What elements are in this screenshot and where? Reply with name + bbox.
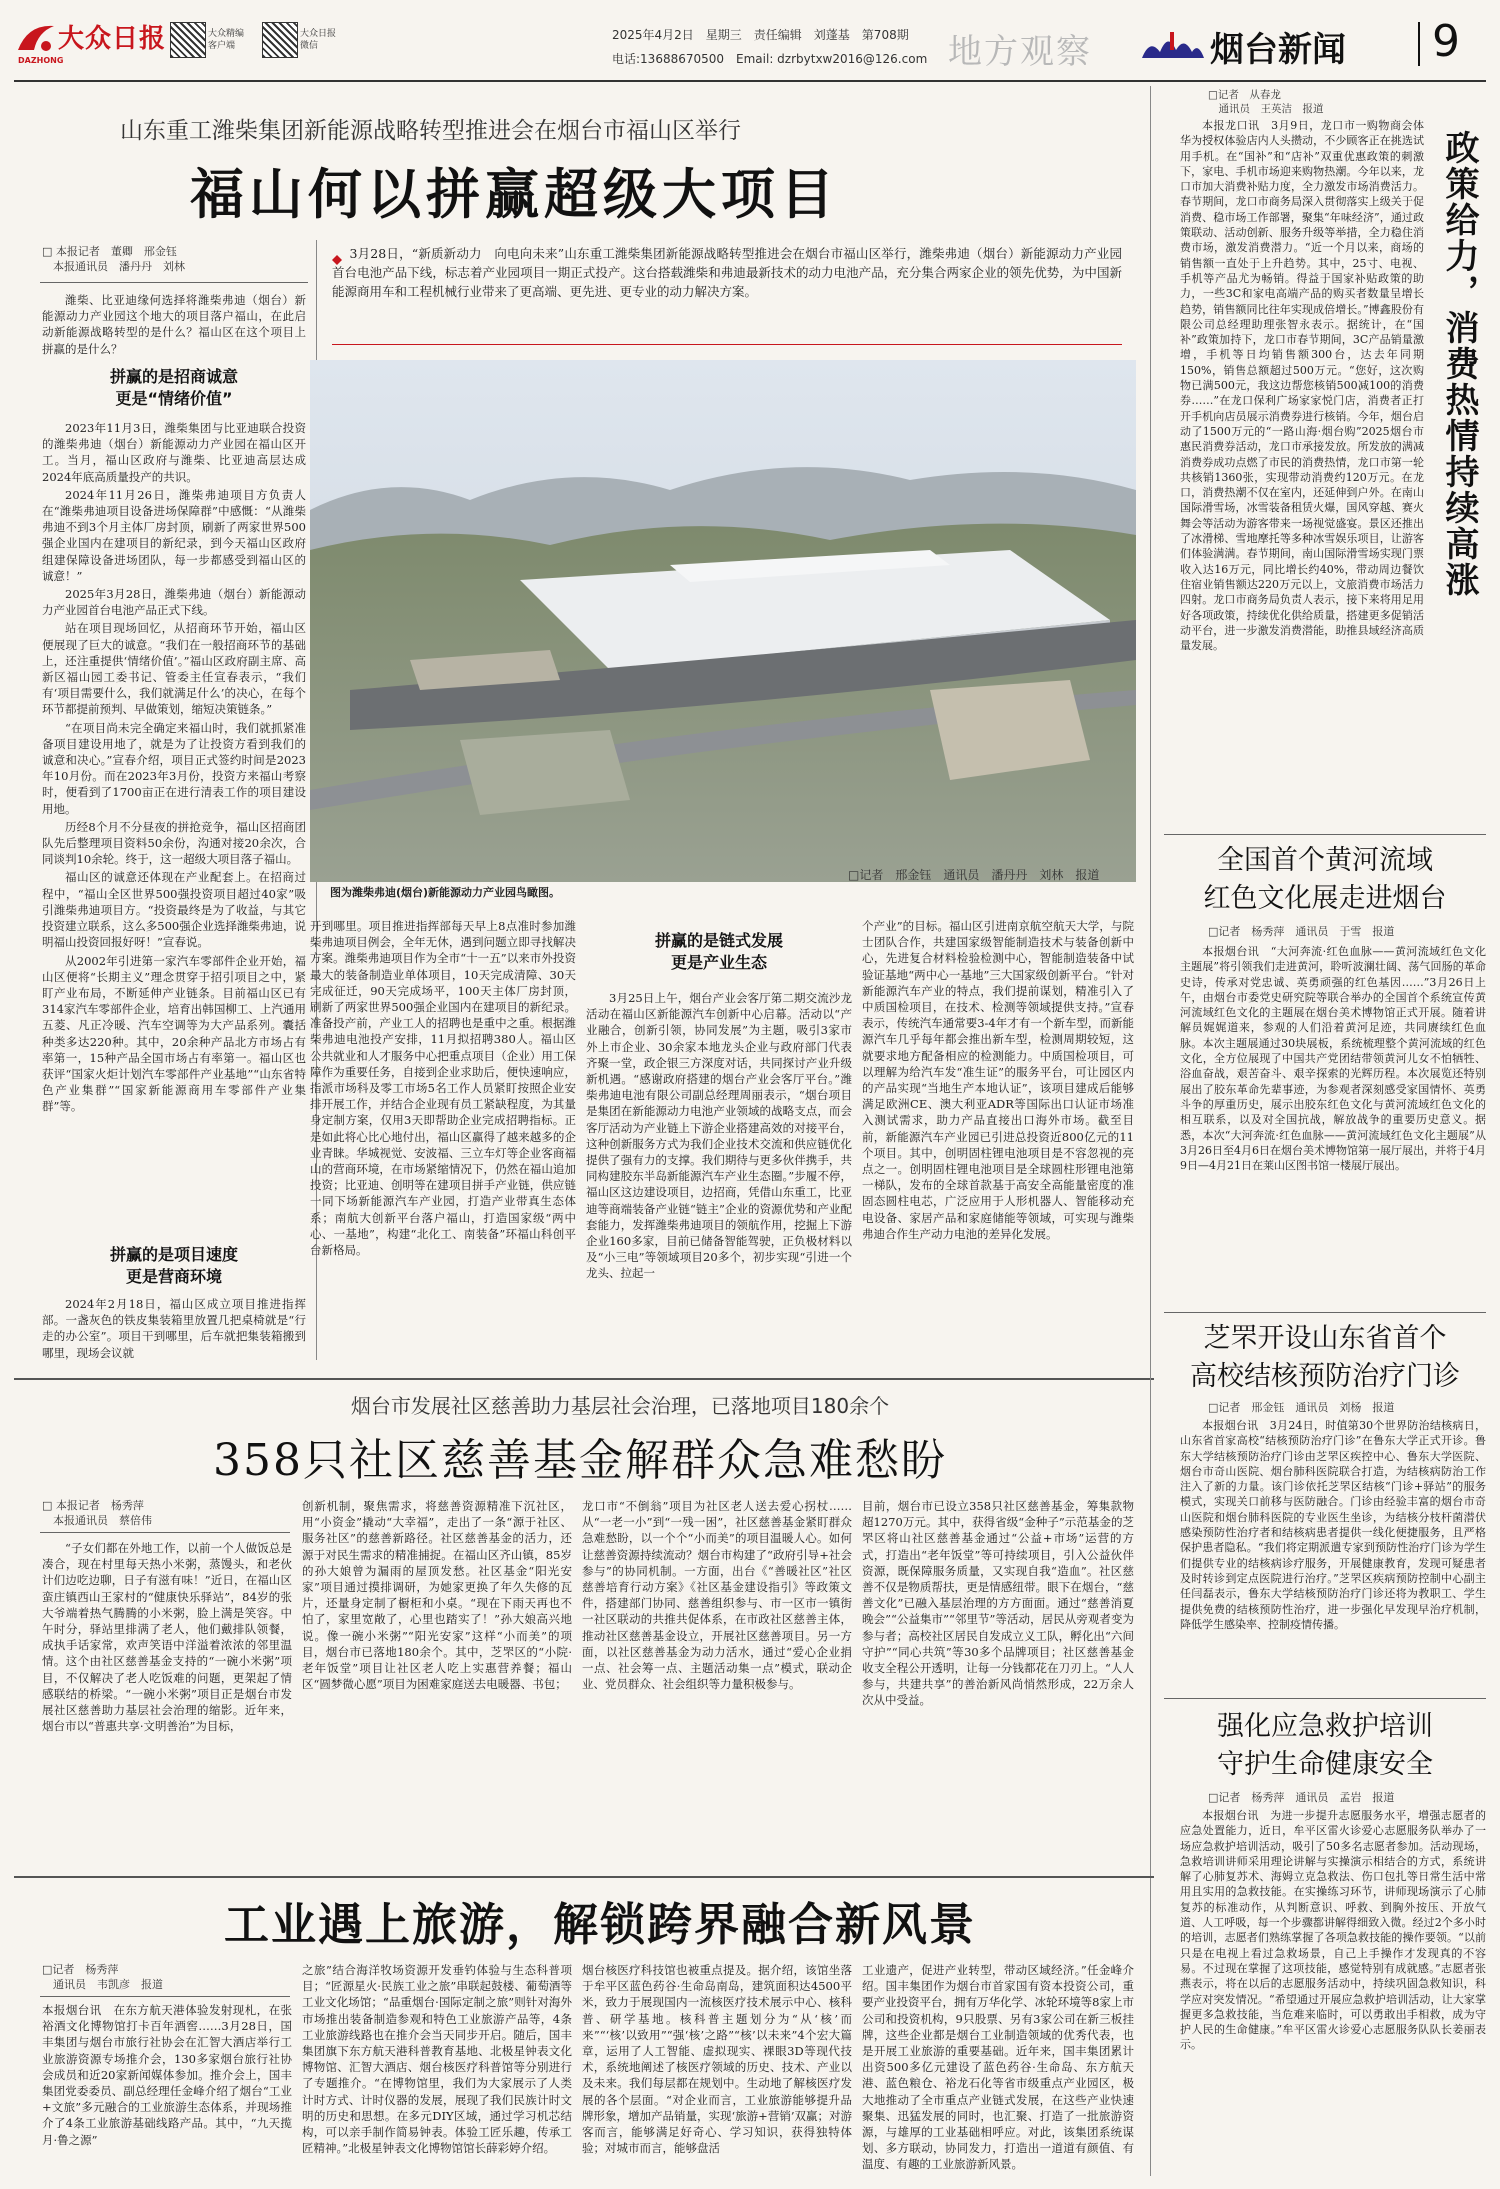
story3-col4: 工业遗产，促进产业转型，带动区域经济。”任金峰介绍。国丰集团作为烟台市首家国有资本投资公司，重要产业投资平台，拥有万华化学、冰轮环境等8家上市公司和投资机构，9只股票、另有3家公司在新三板挂牌，这些企业都是烟台工业制造领域的优秀代表，也是开展工业旅游的重要基础。近年来，国丰集团累计出资500多亿元建设了蓝色药谷·生命岛、东方航天港、蓝色粮仓、裕龙石化等省市级重点产业园区，极大地推动了全市重点产业链式发展，在这些产业快速聚集、迅猛发展的同时，也汇聚、打造了一批旅游资源，与雄厚的工业基础相呼应。对此，该集团系统谋划、多方联动，协同发力，打造出一道道有颜值、有温度、有趣的工业旅游新风景。 xyxy=(862,1963,1134,2172)
lead-col1-paragraph: 福山区的诚意还体现在产业配套上。在招商过程中，“福山全区世界500强投资项目超过40家”吸引潍柴弗迪项目方。“投资最终是为了收益，与其它投资建立联系，这么多500强企业选择潍柴弗迪，说明福山投资回报好呀！”宣春说。 xyxy=(42,870,306,950)
story3-headline: 工业遇上旅游，解锁跨界融合新风景 xyxy=(223,1898,976,1951)
lead-headline: 福山何以拼赢超级大项目 xyxy=(190,163,839,226)
newspaper-logo: 大众日报 xyxy=(58,24,167,54)
lead-byline: □ 本报记者 董卿 邢金钰 本报通讯员 潘丹丹 刘林 xyxy=(42,245,185,273)
side1-byline: □记者 从春龙 通讯员 王英洁 报道 xyxy=(1208,89,1324,115)
masthead-rule xyxy=(14,80,1486,82)
qr2-label: 大众日报 微信 xyxy=(300,29,337,51)
side2-byline: □记者 杨秀萍 通讯员 于雪 报道 xyxy=(1208,925,1395,938)
story2-col3: 龙口市“不倒翁”项目为社区老人送去爱心拐杖……从“一老一小”到“一残一困”，社区慈善基金紧盯群众急难愁盼，以一个个“小而美”的项目温暖人心。如何让慈善资源持续流动？烟台市构建了“政府引导+社会参与”的协同机制。一方面，出台《“善暖社区”社区慈善培育行动方案》《社区基金建设指引》等政策文件，搭建部门协同、慈善组织参与、市一区市一镇街一社区联动的共推共促体系，在市政社区慈善主体，推动社区慈善基金设立，开展社区慈善项目。另一方面，以社区慈善基金为动力活水，通过“爱心企业捐一点、社会筹一点、主题活动集一点”模式，联动企业、党员群众、社会组织等力量积极参与。 xyxy=(582,1499,852,1692)
lead-subhead-3: 拼赢的是链式发展 更是产业生态 xyxy=(654,931,783,972)
story2-byline: □ 本报记者 杨秀萍 本报通讯员 蔡倍伟 xyxy=(42,1499,152,1527)
lead-bottom-rule xyxy=(14,1378,1154,1380)
side2-headline: 全国首个黄河流域 红色文化展走进烟台 xyxy=(1203,845,1447,914)
story2-col1: “子女们都在外地工作，以前一个人做饭总是凑合，现在村里每天热小米粥，蒸馒头，和老伙计们边吃边聊，日子有滋有味！”近日，在福山区蛮庄镇西山王家村的“健康快乐驿站”，84岁的张大爷端着热气腾腾的小米粥，脸上满是笑容。中午时分，驿站里排满了老人，他们戴排队领餐，成执手话家常，欢声笑语中洋溢着浓浓的邻里温情。这个由社区慈善基金支持的“一碗小米粥”项目，不仅解决了老人吃饭难的问题，更架起了情感联结的桥梁。“一碗小米粥”项目正是烟台市发展社区慈善助力基层社会治理的缩影。近年来，烟台市以“普惠共享·文明善治”为目标， xyxy=(42,1541,292,1734)
lead-photo-caption: 图为潍柴弗迪(烟台)新能源动力产业园鸟瞰图。 xyxy=(330,886,561,899)
story2-bottom-rule xyxy=(14,1876,1154,1878)
side3-body: 本报烟台讯 3月24日，时值第30个世界防治结核病日，山东省首家高校“结核预防治疗门诊”在鲁东大学正式开诊。鲁东大学结核预防治疗门诊由芝罘区疾控中心、鲁东大学医院、烟台市奇山医院、烟台肺科医院联合打造，为结核病防治工作注入了新的力量。该门诊依托芝罘区结核“门诊+驿站”的服务模式，实现关口前移与医防融合。门诊由经验丰富的烟台市奇山医院和烟台肺科医院的专业医生坐诊，为结核分枝杆菌潜伏感染预防性治疗者和结核病患者提供一线化便捷服务，且严格保护患者隐私。“我们将定期派遣专家到预防性治疗门诊为学生们提供专业的结核病诊疗服务，开展健康教育，发现可疑患者及时转诊到定点医院进行治疗。”芝罘区疾病预防控制中心副主任闫磊表示，鲁东大学结核预防治疗门诊还将为教职工、学生提供免费的结核预防性治疗，进一步强化早发现早治疗机制，降低学生感染率、控制疫情传播。 xyxy=(1180,1419,1486,1631)
story2-headline: 358只社区慈善基金解群众急难愁盼 xyxy=(213,1435,947,1486)
qr-code-icon xyxy=(262,22,298,58)
city-section-name: 烟台新闻 xyxy=(1210,30,1346,70)
lead-col3-body: 3月25日上午，烟台产业会客厅第二期交流沙龙活动在福山区新能源汽车创新中心启幕。活动以“产业融合，创新引领，协同发展”为主题，吸引3家市外上市企业、30余家本地龙头企业与政府部门代表齐聚一堂，政企银三方深度对话，共同探讨产业升级新机遇。“感谢政府搭建的烟台产业会客厅平台。”潍柴弗迪电池有限公司副总经理周丽表示，“烟台项目是集团在新能源动力电池产业领域的战略支点，而会客厅活动为产业链上下游企业搭建高效的对接平台，这种创新服务方式为我们企业技术交流和供应链优化提供了强有力的支撑。我们期待与更多伙伴携手，共同构建胶东半岛新能源汽车产业生态圈。”步履不停，福山区这边建设项目，边招商，凭借山东重工，比亚迪等商端装备产业链“链主”企业的资源优势和产业配套能力，发挥潍柴弗迪项目的领航作用，挖掘上下游企业160多家，目前已储备智能驾驶，正负极材料以及“小三电”等领域项目20多个，初步实现“引进一个龙头、拉起一 xyxy=(586,991,852,1281)
lead-col1-paragraph: 历经8个月不分昼夜的拼抢竞争，福山区招商团队先后整理项目资料50余份，沟通对接20余次，合同谈判10余轮。终于，这一超级大项目落子福山。 xyxy=(42,819,306,867)
lead-col1-paragraph: 2024年11月26日，潍柴弗迪项目方负责人在“潍柴弗迪项目设备进场保障群”中感慨：“从潍柴弗迪不到3个月主体厂房封顶，刷新了两家世界500强企业国内在建项目的新纪录，到今天福山区政府组建保障设备进场团队，每一步都感受到福山区的诚意！” xyxy=(42,487,306,583)
lead-intro-rule xyxy=(40,282,308,283)
lead-photo xyxy=(310,360,1136,882)
side3-byline: □记者 邢金钰 通讯员 刘杨 报道 xyxy=(1208,1401,1395,1414)
lead-photo-credit: □记者 邢金钰 通讯员 潘丹丹 刘林 报道 xyxy=(848,868,1100,882)
contact-line: 电话:13688670500 Email: dzrbytxw2016@126.com xyxy=(612,52,928,66)
qr1-label: 大众精编 客户端 xyxy=(208,29,245,51)
lead-col1-tail: 2024年2月18日，福山区成立项目推进指挥部。一盏灰色的铁皮集装箱里放置几把桌椅就是“行走的办公室”。项目干到哪里，后车就把集装箱搬到哪里，现场会议就 xyxy=(42,1297,306,1360)
side4-byline: □记者 杨秀萍 通讯员 孟岩 报道 xyxy=(1208,1791,1395,1804)
story2-kicker: 烟台市发展社区慈善助力基层社会治理，已落地项目180余个 xyxy=(350,1394,890,1418)
side4-body: 本报烟台讯 为进一步提升志愿服务水平，增强志愿者的应急处置能力，近日，牟平区雷火诊爱心志愿服务队举办了一场应急救护培训活动，吸引了50多名志愿者参加。活动现场，急救培训讲师采用理论讲解与实操演示相结合的方式，系统讲解了心肺复苏术、海姆立克急救法、伤口包扎等日常生活中常用且实用的急救技能。在实操练习环节，讲师现场演示了心肺复苏的标准动作，从判断意识、呼救、到胸外按压、开放气道、人工呼吸，每一个步骤都讲解得细致入微。经过2个多小时的培训，志愿者们熟练掌握了各项急救技能的操作要领。“以前只是在电视上看过急救场景，自己上手操作才发现真的不容易。不过现在掌握了这项技能，感觉特别有成就感。”志愿者张燕表示，将在以后的志愿服务活动中，持续巩固急救知识，科学应对突发情况。“希望通过开展应急救护培训活动，让大家掌握更多急救技能，当危难来临时，可以勇敢出手相救，成为守护人民的生命健康。”牟平区雷火诊爱心志愿服务队队长姜丽表示。 xyxy=(1180,1809,1486,2052)
side3-bottom-rule xyxy=(1164,1698,1486,1699)
lead-col1-body xyxy=(42,420,306,1238)
section-name: 地方观察 xyxy=(948,32,1092,72)
lead-col4-body: 个产业”的目标。福山区引进南京航空航天大学，与院士团队合作，共建国家级智能制造技术与装备创新中心，先进复合材料检验检测中心，智能制造装备中试验证基地“两中心一基地”三大国家级创新平台。“针对新能源汽车产业的特点，我们提前谋划，精准引入了中质国检项目，在技术、检测等领域提供支持。”宣春表示，传统汽车通常要3-4年才有一个新车型，而新能源汽车几乎每年都会推出新车型，检测周期较短，这就要求地方配备相应的检测能力。中质国检项目，可以理解为给汽车发“准生证”的服务平台，可让园区内的产品实现“当地生产本地认证”，该项目建成后能够满足欧洲CE、澳大利亚ADR等国际出口认证市场准入测试需求，助力产品直接出口海外市场。截至目前，新能源汽车产业园已引进总投资近800亿元的11个项目。其中，创明固柱锂电池项目是不容忽视的亮点之一。创明固柱锂电池项目是全球圆柱形锂电池第一梯队，发布的全球首款基于高安全高能量密度的准固态圆柱电芯，广泛应用于人形机器人、智能移动充电设备、家居产品和家庭储能等领域，可实现与潍柴弗迪合作生产动力电池的差异化发展。 xyxy=(862,919,1134,1241)
story2-byline-rule xyxy=(40,1532,290,1533)
lead-col1-paragraph: 从2002年引进第一家汽车零部件企业开始，福山区便将“长期主义”理念贯穿于招引项目之中，紧盯产业布局，不断延伸产业链条。目前福山区已有314家汽车零部件企业，培育出韩国柳工、上汽通用五菱、凡正冷暖、汽车空调等为大产品系列。囊括种类多达220种。其中，20余种产品北方市场占有率第一，15种产品全国市场占有率第一。福山区也获评“国家火炬计划汽车零部件产业基地”“山东省特色产业集群”“国家新能源商用车零部件产业集群”等。 xyxy=(42,953,306,1114)
lead-col2-body: 开到哪里。项目推进指挥部每天早上8点准时参加潍柴弗迪项目例会，全年无休，遇到问题立即寻找解决方案。潍柴弗迪项目作为全市“十一五”以来市外投资最大的装备制造业单体项目，10天完成清障、30天完成征迁，90天完成场平，100天主体厂房封顶，刷新了两家世界500强企业国内在建项目的新纪录。准备投产前，产业工人的招聘也是重中之重。根据潍柴弗迪电池投产安排，11月拟招聘380人。福山区公共就业和人才服务中心把重点项目（企业）用工保障作为重要任务，自接到企业求助后，便快速响应，指派市场科及零工市场5名工作人员紧盯按照企业安排开展工作，并结合企业现有员工紧缺程度，为其量身定制方案，仅用3天即帮助企业完成招聘指标。正是如此将心比心地付出，福山区赢得了越来越多的企业青睐。华城视觉、安波福、三立车灯等企业客商福山的营商环境，在市场紧缩情况下，仍然在福山追加投资；比亚迪、创明等在建项目拼手产业链，供应链一同下场新能源汽车产业园，打造产业带真生态体系；南航大创新平台落户福山，打造国家级“两中心、一基地”，构建“北化工、南装备”环福山科创平台新格局。 xyxy=(310,919,576,1258)
side2-bottom-rule xyxy=(1164,1312,1486,1313)
qr-code-icon xyxy=(170,22,206,58)
story2-col2: 创新机制，聚焦需求，将慈善资源精准下沉社区，用“小资金”撬动“大幸福”，走出了一条“源于社区、服务社区”的慈善新路径。社区慈善基金的活力，还源于对民生需求的精准捕捉。在福山区齐山镇，85岁的孙大娘曾为漏雨的屋顶发愁。社区基金“阳光安家”项目通过摸排调研，为她家更换了年久失修的瓦片，还量身定制了橱柜和小桌。“现在下雨天再也不怕了，家里宽敞了，心里也踏实了！”孙大娘高兴地说。像一碗小米粥”“阳光安家”这样“小而美”的项目，烟台市已落地180余个。其中，芝罘区的“小院·老年饭堂”项目让社区老人吃上实惠营养餐；福山区“圆梦微心愿”项目为困难家庭送去电暖器、书包； xyxy=(302,1499,572,1692)
story2-col4: 目前，烟台市已设立358只社区慈善基金，筹集款物超1270万元。其中，获得省级“金种子”示范基金的芝罘区将山社区慈善基金通过“公益+市场”运营的方式，打造出“老年饭堂”等可持续项目，引入公益伙伴资源，既保障服务质量，又实现自我“造血”。社区慈善不仅是物质帮扶，更是情感纽带。眼下在烟台，“慈善文化”已融入基层治理的方方面面。通过“慈善消夏晚会”“公益集市”“邻里节”等活动，居民从旁观者变为参与者；高校社区居民自发成立义工队，孵化出“六间守护”“同心共筑”等30多个品牌项目；社区慈善基金收支全程公开透明，让每一分钱都花在刀刃上。“人人参与，共建共享”的善治新风尚悄然形成，22万余人次从中受益。 xyxy=(862,1499,1134,1708)
logo-icon xyxy=(16,20,56,56)
side3-headline: 芝罘开设山东省首个 高校结核预防治疗门诊 xyxy=(1190,1323,1460,1392)
logo-subtitle: DAZHONG xyxy=(18,56,64,65)
story3-col1: 本报烟台讯 在东方航天港体验发射现札，在张裕酒文化博物馆打卡百年酒窖……3月28日，国丰集团与烟台市旅行社协会在汇智大酒店举行工业旅游资源专场推介会，130多家烟台旅行社协会成员和近20家新闻媒体参加。推介会上，国丰集团党委委员、副总经理任金峰介绍了烟台“工业+文旅”多元融合的工业旅游生态体系，并现场推介了4条工业旅游基础线路产品。其中，“九天揽月·鲁之源” xyxy=(42,2003,292,2147)
story3-byline-rule xyxy=(40,1996,290,1997)
page-number-divider xyxy=(1418,22,1420,66)
story3-col3: 烟台核医疗科技馆也被重点提及。据介绍，该馆坐落于牟平区蓝色药谷·生命岛南岛，建筑面积达4500平米，致力于展现国内一流核医疗技术展示中心、核科普、研学基地。核科普主题划分为“从‘核’而来”“‘核’以致用”“强‘核’之路”“核’以未来”4个宏大篇章，运用了人工智能、虚拟现实、裸眼3D等现代技术，系统地阐述了核医疗领域的历史、技术、产业以及未来。我们每层都在规划中。生动地了解核医疗发展的各个层面。“对企业而言，工业旅游能够提升品牌形象，增加产品销量，实现‘旅游+营销’双赢；对游客而言，能够满足好奇心、学习知识，获得独特体验；对城市而言，能够盘活 xyxy=(582,1963,852,2156)
masthead xyxy=(0,0,1500,78)
lead-col1-paragraph: 2025年3月28日，潍柴弗迪（烟台）新能源动力产业园首台电池产品正式下线。 xyxy=(42,587,306,618)
date-line: 2025年4月2日 星期三 责任编辑 刘蓬基 第708期 xyxy=(612,28,909,42)
lead-subhead-2: 拼赢的是项目速度 更是营商环境 xyxy=(109,1245,238,1286)
lead-col1-paragraph: “在项目尚未完全确定来福山时，我们就抓紧准备项目建设用地了，就是为了让投资方看到我们的诚意和决心。”宣春介绍，项目正式签约时间是2023年10月份。而在2023年3月份，投资方来福山考察时，便看到了1700亩正在进行清表工作的项目建设用地。 xyxy=(42,720,306,816)
lead-subhead-1: 拼赢的是招商诚意 更是“情绪价值” xyxy=(109,367,238,408)
lead-col1-paragraph: 2023年11月3日，潍柴集团与比亚迪联合投资的潍柴弗迪（烟台）新能源动力产业园在福山区开工。当月，福山区政府与潍柴、比亚迪高层达成2024年底高质量投产的共识。 xyxy=(42,421,306,484)
lead-col1-lead: 潍柴、比亚迪缘何选择将潍柴弗迪（烟台）新能源动力产业园这个地大的项目落户福山，在此启动新能源战略转型的是什么？福山区在这个项目上拼赢的是什么？ xyxy=(42,293,306,356)
side1-headline: 政策给力，消费热情持续高涨 xyxy=(1439,130,1479,598)
side1-body: 本报龙口讯 3月9日，龙口市一购物商会体华为授权体验店内人头攒动，不少顾客正在挑选试用手机。在“国补”和“店补”双重优惠政策的刺激下，家电、手机市场迎来购物热潮。今年以来，龙口市加大消费补贴力度，全力激发市场消费活力。春节期间，龙口市商务局深入贯彻落实上级关于促消费、稳市场工作部署，聚集“年味经济”，通过政策联动、活动创新、服务升级等举措，全力稳住消费市场，激发消费潜力。“近一个月以来，商场的销售额一直处于上升趋势。其中，25寸、电视、手机等产品尤为畅销。得益于国家补贴政策的助力，一些3C和家电高端产品的购买者数量呈增长趋势，销售额同比往年实现成倍增长。”博鑫股份有限公司总经理助理张智永表示。据统计，在“国补”政策加持下，龙口市春节期间，3C产品销量激增，手机等日均销售额300台，达去年同期150%，销售总额超过500万元。“您好，这次购物已满500元，我这边帮您核销500减100的消费券……”在龙口保利广场家家悦门店，消费者正打开手机向店员展示消费券进行核销。今年，烟台启动了1500万元的“一路山海·烟台购”2025烟台市惠民消费券活动，龙口市承接发放。所发放的满减消费券成功点燃了市民的消费热情，龙口市第一轮共核销1360张，实现带动消费约120万元。在龙口，消费热潮不仅在室内，还延伸到户外。在南山国际滑雪场，冰雪装备租赁火爆，国风穿越、赛火舞会等活动为游客带来一场视觉盛宴。景区还推出了冰滑梯、雪地摩托等多种冰雪娱乐项目，让游客们体验满满。春节期间，南山国际滑雪场实现门票收入达16万元，同比增长约40%，带动周边餐饮住宿业销售额达220万元以上，文旅消费市场活力四射。龙口市商务局负责人表示，接下来将用足用好各项政策，持续优化供给质量，搭建更多促销活动平台，进一步激发消费潜能，助推县域经济高质量发展。 xyxy=(1180,119,1424,653)
side1-bottom-rule xyxy=(1164,834,1486,835)
page-number: 9 xyxy=(1432,16,1460,67)
story3-byline: □记者 杨秀萍 通讯员 韦凯彦 报道 xyxy=(42,1963,163,1991)
side2-body: 本报烟台讯 “大河奔流·红色血脉——黄河流域红色文化主题展”将引领我们走进黄河，聆听波澜壮阔、荡气回肠的革命史诗，传承对党忠诚、英勇顽强的红色基因……”3月26日上午，由烟台市委党史研究院等联合举办的全国首个系统宣传黄河流域红色文化的主题展在烟台美术博物馆正式开展。随着讲解员娓娓道来，参观的人们沿着黄河足迹，共同赓续红色血脉。本次主题展通过30块展板，系统梳理整个黄河流域的红色文化，全方位展现了中国共产党团结带领黄河儿女不怕牺牲、浴血奋战，艰苦奋斗、艰辛探索的光辉历程。本次展览还特别展出了胶东革命先辈事迹，为参观者深刻感受家国情怀、英勇斗争的厚重历史，展示出胶东红色文化与黄河流域红色文化的相互联系，以及对全国抗战，解放战争的重要历史意义。据悉，本次“大河奔流·红色血脉——黄河流域红色文化主题展”从3月26日至4月6日在烟台美术博物馆第一展厅展出，并将于4月9日—4月21日在莱山区图书馆一楼展厅展出。 xyxy=(1180,945,1486,1173)
side4-headline: 强化应急救护培训 守护生命健康安全 xyxy=(1217,1711,1433,1780)
lead-intro: 3月28日，“新质新动力 向电向未来”山东重工潍柴集团新能源战略转型推进会在烟台市福山区举行，潍柴弗迪（烟台）新能源动力产业园首台电池产品下线，标志着产业园项目一期正式投产。这台搭载潍柴和弗迪最新技术的动力电池产品，充分集合两家企业的领先优势，为中国新能源商用车和工程机械行业带来了更高端、更先进、更专业的动力解决方案。 xyxy=(332,246,1122,299)
sidebar-divider xyxy=(1150,86,1151,2176)
story3-col2: 之旅”结合海洋牧场资源开发垂钓体验与生态科普项目；“匠源星火·民族工业之旅”串联起鼓楼、葡萄酒等工业文化场馆；“品重烟台·国际定制之旅”则针对海外市场推出装备制造参观和特色工业旅游产品等，4条工业旅游线路也在推介会当天同步开启。随后，国丰集团旗下东方航天港科普教育基地、北极星钟表文化博物馆、汇智大酒店、烟台核医疗科普馆等分别进行了专题推介。“在博物馆里，我们为大家展示了人类计时方式、计时仪器的发展，展现了我们民族计时文明的历史和思想。在多元DIY区域，通过学习机芯结构，可以亲手制作简易钟表。体验工匠乐趣，传承工匠精神。”北极星钟表文化博物馆馆长薛彩婷介绍。 xyxy=(302,1963,572,2156)
city-emblem-icon xyxy=(1140,28,1206,64)
lead-col1-paragraph: 站在项目现场回忆，从招商环节开始，福山区便展现了巨大的诚意。“我们在一般招商环节的基础上，还注重提供‘情绪价值’。”福山区政府副主席、高新区福山园工委书记、管委主任宣春表示，“我们有‘项目需要什么，我们就满足什么’的决心，在每个环节都提前预判、早做策划，缩短决策链条。” xyxy=(42,621,306,717)
lead-kicker: 山东重工潍柴集团新能源战略转型推进会在烟台市福山区举行 xyxy=(120,118,741,144)
lead-intro-divider xyxy=(332,344,1122,345)
